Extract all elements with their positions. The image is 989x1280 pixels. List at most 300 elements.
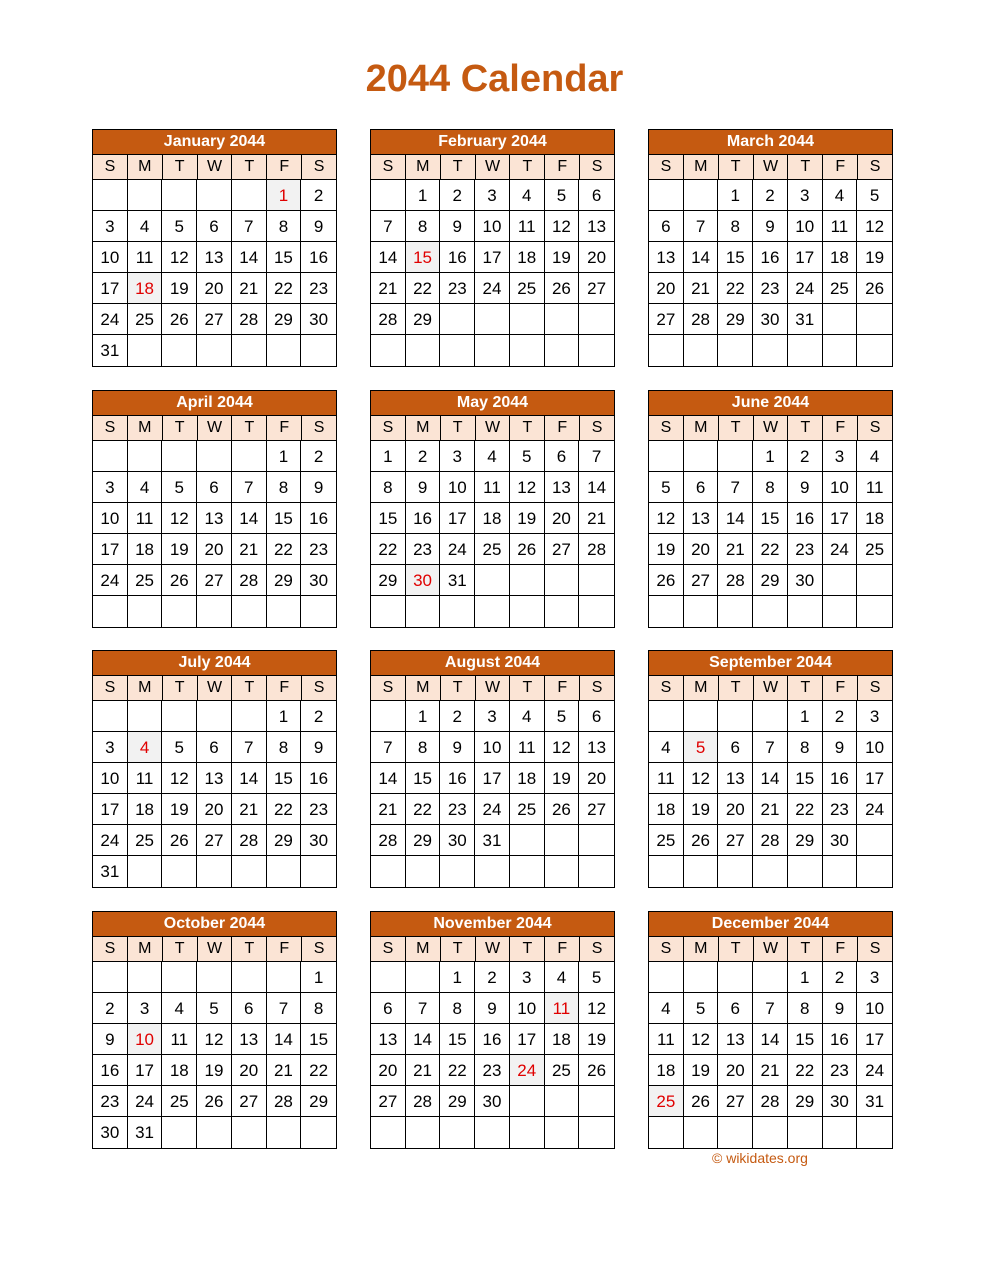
empty-day-cell — [718, 1117, 753, 1148]
weekday-label: F — [823, 416, 858, 440]
empty-day-cell — [128, 962, 163, 993]
empty-day-cell — [440, 304, 475, 335]
day-cell: 11 — [510, 732, 545, 763]
day-cell: 19 — [162, 534, 197, 565]
day-cell: 7 — [371, 211, 406, 242]
weekday-label: T — [163, 937, 198, 961]
day-cell: 6 — [197, 732, 232, 763]
day-cell: 22 — [788, 1055, 823, 1086]
day-cell: 8 — [406, 211, 441, 242]
empty-day-cell — [510, 1086, 545, 1117]
day-cell: 4 — [510, 180, 545, 211]
day-cell: 18 — [510, 763, 545, 794]
empty-day-cell — [684, 596, 719, 627]
empty-day-cell — [371, 180, 406, 211]
day-cell: 26 — [545, 794, 580, 825]
weekday-header-row — [371, 937, 614, 962]
day-cell: 4 — [545, 962, 580, 993]
day-cell: 6 — [684, 472, 719, 503]
day-cell: 28 — [753, 1086, 788, 1117]
day-cell: 15 — [371, 503, 406, 534]
day-cell: 21 — [371, 794, 406, 825]
day-cell: 10 — [475, 211, 510, 242]
day-cell: 11 — [475, 472, 510, 503]
day-cell: 8 — [301, 993, 336, 1024]
empty-day-cell — [545, 596, 580, 627]
month-title: June 2044 — [649, 391, 892, 416]
empty-day-cell — [753, 1117, 788, 1148]
weekday-label: T — [719, 676, 754, 700]
day-cell: 29 — [788, 1086, 823, 1117]
day-cell: 31 — [857, 1086, 892, 1117]
day-cell: 19 — [162, 273, 197, 304]
day-cell: 11 — [545, 993, 580, 1024]
weekday-label: F — [267, 937, 302, 961]
day-cell: 23 — [440, 794, 475, 825]
empty-day-cell — [406, 335, 441, 366]
day-cell: 4 — [475, 441, 510, 472]
empty-day-cell — [162, 1117, 197, 1148]
day-cell: 27 — [579, 794, 614, 825]
day-cell: 14 — [718, 503, 753, 534]
day-cell: 16 — [823, 1024, 858, 1055]
weekday-label: S — [371, 676, 406, 700]
day-cell: 25 — [128, 825, 163, 856]
weekday-label: S — [858, 155, 892, 179]
day-cell: 9 — [753, 211, 788, 242]
day-cell: 1 — [406, 701, 441, 732]
day-cell: 15 — [267, 763, 302, 794]
day-cell: 17 — [93, 273, 128, 304]
empty-day-cell — [684, 1117, 719, 1148]
day-cell: 15 — [788, 763, 823, 794]
day-cell: 23 — [823, 794, 858, 825]
month-title: July 2044 — [93, 651, 336, 676]
day-cell: 4 — [128, 211, 163, 242]
day-cell: 14 — [267, 1024, 302, 1055]
weekday-label: S — [649, 416, 684, 440]
day-cell: 27 — [718, 825, 753, 856]
day-cell: 1 — [718, 180, 753, 211]
day-cell: 17 — [475, 242, 510, 273]
day-cell: 18 — [162, 1055, 197, 1086]
empty-day-cell — [267, 856, 302, 887]
day-cell: 3 — [823, 441, 858, 472]
empty-day-cell — [718, 441, 753, 472]
day-cell: 23 — [93, 1086, 128, 1117]
day-cell: 20 — [718, 1055, 753, 1086]
empty-day-cell — [406, 596, 441, 627]
day-cell: 24 — [823, 534, 858, 565]
day-cell: 30 — [823, 825, 858, 856]
day-cell: 2 — [475, 962, 510, 993]
weekday-label: S — [858, 416, 892, 440]
weekday-label: T — [163, 416, 198, 440]
empty-day-cell — [371, 701, 406, 732]
day-cell: 14 — [232, 242, 267, 273]
day-cell: 23 — [406, 534, 441, 565]
month-block — [648, 650, 893, 888]
month-block — [92, 390, 337, 628]
day-grid — [649, 701, 892, 887]
weekday-label: T — [719, 416, 754, 440]
empty-day-cell — [475, 856, 510, 887]
empty-day-cell — [649, 1117, 684, 1148]
weekday-label: W — [476, 155, 511, 179]
weekday-label: F — [267, 676, 302, 700]
empty-day-cell — [857, 304, 892, 335]
day-cell: 24 — [128, 1086, 163, 1117]
day-cell: 21 — [232, 273, 267, 304]
day-cell: 17 — [510, 1024, 545, 1055]
day-cell: 7 — [232, 472, 267, 503]
day-cell: 30 — [753, 304, 788, 335]
day-cell: 3 — [93, 211, 128, 242]
empty-day-cell — [197, 701, 232, 732]
day-cell: 31 — [440, 565, 475, 596]
weekday-label: T — [719, 937, 754, 961]
empty-day-cell — [267, 1117, 302, 1148]
weekday-label: S — [93, 676, 128, 700]
day-cell: 12 — [684, 763, 719, 794]
day-cell: 21 — [406, 1055, 441, 1086]
empty-day-cell — [510, 596, 545, 627]
day-cell: 16 — [823, 763, 858, 794]
day-cell: 2 — [301, 441, 336, 472]
day-cell: 18 — [510, 242, 545, 273]
day-grid — [371, 701, 614, 887]
empty-day-cell — [197, 596, 232, 627]
empty-day-cell — [128, 441, 163, 472]
day-cell: 17 — [857, 1024, 892, 1055]
day-cell: 17 — [93, 534, 128, 565]
day-cell: 19 — [649, 534, 684, 565]
empty-day-cell — [232, 701, 267, 732]
day-cell: 14 — [371, 242, 406, 273]
day-cell: 28 — [232, 825, 267, 856]
day-cell: 30 — [301, 565, 336, 596]
weekday-label: T — [441, 155, 476, 179]
empty-day-cell — [510, 825, 545, 856]
empty-day-cell — [857, 335, 892, 366]
empty-day-cell — [649, 441, 684, 472]
weekday-label: T — [441, 416, 476, 440]
weekday-label: M — [684, 155, 719, 179]
day-cell: 9 — [406, 472, 441, 503]
empty-day-cell — [684, 180, 719, 211]
day-cell: 17 — [788, 242, 823, 273]
empty-day-cell — [406, 962, 441, 993]
month-title: August 2044 — [371, 651, 614, 676]
month-title: March 2044 — [649, 130, 892, 155]
empty-day-cell — [232, 335, 267, 366]
month-block — [370, 911, 615, 1149]
footer-credit: © wikidates.org — [712, 1150, 808, 1166]
day-cell: 7 — [753, 993, 788, 1024]
empty-day-cell — [371, 856, 406, 887]
weekday-label: W — [198, 155, 233, 179]
empty-day-cell — [545, 304, 580, 335]
day-cell: 27 — [545, 534, 580, 565]
day-cell: 2 — [406, 441, 441, 472]
day-cell: 4 — [649, 732, 684, 763]
day-cell: 30 — [823, 1086, 858, 1117]
empty-day-cell — [475, 304, 510, 335]
empty-day-cell — [93, 701, 128, 732]
day-cell: 23 — [475, 1055, 510, 1086]
day-cell: 15 — [440, 1024, 475, 1055]
weekday-label: M — [406, 416, 441, 440]
day-cell: 8 — [718, 211, 753, 242]
day-cell: 13 — [197, 763, 232, 794]
day-cell: 10 — [475, 732, 510, 763]
day-cell: 19 — [545, 763, 580, 794]
day-cell: 29 — [406, 825, 441, 856]
day-cell: 1 — [267, 180, 302, 211]
day-cell: 16 — [475, 1024, 510, 1055]
empty-day-cell — [545, 565, 580, 596]
day-cell: 10 — [93, 503, 128, 534]
day-cell: 12 — [649, 503, 684, 534]
day-cell: 8 — [267, 211, 302, 242]
weekday-label: S — [93, 937, 128, 961]
day-cell: 27 — [579, 273, 614, 304]
empty-day-cell — [753, 596, 788, 627]
weekday-label: W — [754, 416, 789, 440]
month-block — [92, 650, 337, 888]
day-cell: 27 — [197, 565, 232, 596]
day-cell: 11 — [823, 211, 858, 242]
day-cell: 6 — [197, 211, 232, 242]
day-cell: 22 — [267, 534, 302, 565]
day-cell: 7 — [718, 472, 753, 503]
day-cell: 31 — [93, 856, 128, 887]
empty-day-cell — [197, 441, 232, 472]
empty-day-cell — [579, 1117, 614, 1148]
weekday-label: M — [406, 937, 441, 961]
empty-day-cell — [128, 701, 163, 732]
empty-day-cell — [406, 1117, 441, 1148]
day-cell: 20 — [649, 273, 684, 304]
empty-day-cell — [162, 441, 197, 472]
day-cell: 10 — [128, 1024, 163, 1055]
day-cell: 1 — [788, 962, 823, 993]
weekday-label: S — [649, 155, 684, 179]
empty-day-cell — [197, 856, 232, 887]
weekday-header-row — [93, 676, 336, 701]
day-cell: 29 — [753, 565, 788, 596]
day-cell: 20 — [232, 1055, 267, 1086]
day-cell: 12 — [197, 1024, 232, 1055]
day-cell: 11 — [162, 1024, 197, 1055]
empty-day-cell — [301, 1117, 336, 1148]
empty-day-cell — [440, 1117, 475, 1148]
day-cell: 18 — [649, 794, 684, 825]
day-cell: 12 — [162, 242, 197, 273]
empty-day-cell — [510, 335, 545, 366]
empty-day-cell — [545, 335, 580, 366]
empty-day-cell — [649, 596, 684, 627]
month-block — [370, 650, 615, 888]
month-block — [92, 129, 337, 367]
month-title: May 2044 — [371, 391, 614, 416]
day-cell: 26 — [579, 1055, 614, 1086]
weekday-label: M — [128, 676, 163, 700]
weekday-label: S — [649, 676, 684, 700]
empty-day-cell — [371, 596, 406, 627]
day-cell: 5 — [684, 732, 719, 763]
day-cell: 15 — [718, 242, 753, 273]
empty-day-cell — [197, 335, 232, 366]
weekday-label: S — [93, 416, 128, 440]
empty-day-cell — [301, 596, 336, 627]
day-cell: 4 — [128, 732, 163, 763]
day-cell: 14 — [684, 242, 719, 273]
day-cell: 13 — [545, 472, 580, 503]
empty-day-cell — [788, 856, 823, 887]
weekday-label: F — [545, 937, 580, 961]
day-cell: 2 — [788, 441, 823, 472]
weekday-label: M — [406, 676, 441, 700]
weekday-label: M — [406, 155, 441, 179]
day-cell: 8 — [440, 993, 475, 1024]
month-block — [648, 390, 893, 628]
empty-day-cell — [371, 335, 406, 366]
day-cell: 2 — [440, 701, 475, 732]
day-cell: 18 — [545, 1024, 580, 1055]
day-cell: 13 — [649, 242, 684, 273]
day-cell: 20 — [579, 763, 614, 794]
day-cell: 31 — [788, 304, 823, 335]
day-cell: 9 — [475, 993, 510, 1024]
month-title: February 2044 — [371, 130, 614, 155]
day-cell: 20 — [545, 503, 580, 534]
day-cell: 16 — [93, 1055, 128, 1086]
day-cell: 10 — [440, 472, 475, 503]
weekday-label: W — [198, 676, 233, 700]
day-cell: 21 — [371, 273, 406, 304]
day-cell: 8 — [371, 472, 406, 503]
day-cell: 13 — [197, 503, 232, 534]
empty-day-cell — [128, 180, 163, 211]
day-cell: 19 — [684, 1055, 719, 1086]
day-cell: 1 — [267, 441, 302, 472]
day-cell: 17 — [128, 1055, 163, 1086]
empty-day-cell — [718, 962, 753, 993]
day-cell: 18 — [857, 503, 892, 534]
day-cell: 26 — [649, 565, 684, 596]
weekday-label: T — [788, 937, 823, 961]
weekday-label: F — [545, 676, 580, 700]
day-cell: 1 — [301, 962, 336, 993]
day-cell: 31 — [93, 335, 128, 366]
day-cell: 29 — [788, 825, 823, 856]
day-cell: 29 — [371, 565, 406, 596]
day-cell: 7 — [753, 732, 788, 763]
weekday-label: M — [128, 937, 163, 961]
day-cell: 30 — [406, 565, 441, 596]
weekday-label: S — [371, 416, 406, 440]
day-cell: 29 — [267, 304, 302, 335]
day-grid — [371, 180, 614, 366]
day-cell: 8 — [788, 732, 823, 763]
day-cell: 4 — [857, 441, 892, 472]
day-cell: 25 — [162, 1086, 197, 1117]
day-cell: 17 — [475, 763, 510, 794]
weekday-label: W — [476, 676, 511, 700]
weekday-header-row — [649, 676, 892, 701]
day-cell: 28 — [684, 304, 719, 335]
day-cell: 16 — [406, 503, 441, 534]
weekday-label: S — [580, 155, 614, 179]
empty-day-cell — [823, 1117, 858, 1148]
day-cell: 18 — [128, 534, 163, 565]
day-cell: 12 — [579, 993, 614, 1024]
month-block — [648, 129, 893, 367]
day-cell: 5 — [162, 472, 197, 503]
empty-day-cell — [267, 596, 302, 627]
day-cell: 25 — [510, 273, 545, 304]
empty-day-cell — [475, 596, 510, 627]
day-cell: 24 — [440, 534, 475, 565]
day-cell: 13 — [371, 1024, 406, 1055]
day-grid — [93, 701, 336, 887]
weekday-label: M — [684, 416, 719, 440]
day-cell: 22 — [753, 534, 788, 565]
day-cell: 18 — [475, 503, 510, 534]
day-cell: 27 — [649, 304, 684, 335]
day-cell: 14 — [406, 1024, 441, 1055]
day-cell: 11 — [128, 763, 163, 794]
day-cell: 3 — [857, 962, 892, 993]
day-cell: 1 — [440, 962, 475, 993]
day-cell: 25 — [128, 304, 163, 335]
day-cell: 14 — [371, 763, 406, 794]
day-cell: 14 — [579, 472, 614, 503]
day-cell: 24 — [93, 825, 128, 856]
weekday-label: T — [719, 155, 754, 179]
day-cell: 5 — [684, 993, 719, 1024]
day-cell: 16 — [301, 503, 336, 534]
day-cell: 30 — [93, 1117, 128, 1148]
day-cell: 23 — [301, 534, 336, 565]
weekday-label: T — [441, 937, 476, 961]
empty-day-cell — [475, 565, 510, 596]
weekday-label: T — [232, 416, 267, 440]
day-cell: 13 — [579, 211, 614, 242]
day-cell: 15 — [267, 242, 302, 273]
day-cell: 25 — [649, 1086, 684, 1117]
day-cell: 11 — [649, 763, 684, 794]
day-cell: 19 — [197, 1055, 232, 1086]
day-cell: 25 — [545, 1055, 580, 1086]
day-cell: 14 — [753, 763, 788, 794]
empty-day-cell — [93, 962, 128, 993]
day-cell: 28 — [406, 1086, 441, 1117]
day-cell: 25 — [857, 534, 892, 565]
day-cell: 23 — [753, 273, 788, 304]
empty-day-cell — [579, 304, 614, 335]
empty-day-cell — [718, 856, 753, 887]
empty-day-cell — [545, 825, 580, 856]
empty-day-cell — [128, 856, 163, 887]
day-cell: 24 — [93, 304, 128, 335]
day-cell: 19 — [510, 503, 545, 534]
month-block — [370, 390, 615, 628]
day-cell: 16 — [788, 503, 823, 534]
day-cell: 5 — [510, 441, 545, 472]
day-cell: 3 — [475, 701, 510, 732]
